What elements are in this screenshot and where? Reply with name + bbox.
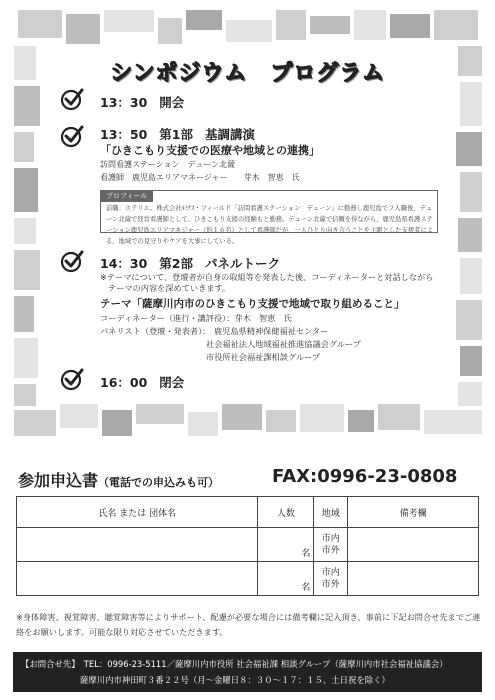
application-heading: 参加申込書 — [18, 471, 99, 490]
area-option-inside[interactable]: 市内 — [321, 533, 340, 544]
panelists-label: パネリスト（登壇・発表者）： — [100, 326, 211, 336]
coordinator: コーディネーター（進行・講評役）：芽木 智恵 氏 — [100, 313, 292, 323]
panelist-2: 社会福祉法人地域福祉推進協議会グループ — [206, 339, 361, 349]
keynote-org: 訪問看護ステーション デューン北薩 — [100, 160, 236, 169]
contact-bar — [13, 652, 482, 692]
item-label: 開会 — [159, 95, 185, 110]
panel-note-1: ※テーマについて、登壇者が自身の取組等を発表した後、コーディネーターと対話しながら — [100, 272, 434, 282]
panel-theme: テーマ「薩摩川内市のひきこもり支援で地域で取り組めること」 — [100, 298, 405, 310]
item-opening — [100, 93, 184, 111]
profile-label: プロフィール — [100, 190, 153, 202]
column-header-area: 地域 — [314, 497, 348, 528]
panelist-1: 鹿児島県精神保健福祉センター — [214, 326, 329, 336]
table-row — [17, 562, 479, 596]
item-keynote — [100, 125, 255, 143]
profile-box — [100, 190, 438, 245]
checkmark-circle-icon — [60, 124, 84, 148]
contact-line-1: 【お問合せ先】 TEL：0996-23-5111／薩摩川内市役所 社会福祉課 相談グループ（薩摩川内市社会福祉協議会） — [21, 659, 448, 669]
fax-number: FAX:0996-23-0808 — [272, 466, 458, 487]
item-time: 16：00 — [100, 375, 148, 390]
count-field[interactable] — [258, 562, 314, 596]
name-field[interactable] — [17, 528, 258, 562]
contact-line-2: 薩摩川内市神田町３番２２号（月～金曜日８：３０～１７：１５、土日祝を除く） — [80, 675, 390, 685]
count-suffix: 名 — [301, 549, 311, 559]
area-choice[interactable] — [314, 528, 348, 562]
column-header-notes: 備考欄 — [348, 497, 479, 528]
panel-note-2: テーマの内容を深めていきます。 — [108, 283, 231, 293]
area-option-inside[interactable]: 市内 — [321, 567, 340, 578]
checkmark-circle-icon — [60, 367, 84, 391]
notes-field[interactable] — [348, 528, 479, 562]
application-form-table — [16, 496, 479, 596]
notes-field[interactable] — [348, 562, 479, 596]
item-time: 14：30 — [100, 256, 148, 271]
program-title: シンポジウム プログラム — [109, 61, 385, 86]
checkmark-circle-icon — [60, 249, 84, 273]
keynote-speaker: 看護師 鹿児島エリアマネージャー 芽木 智恵 氏 — [100, 173, 300, 182]
application-title — [18, 468, 219, 491]
item-label: パネルトーク — [205, 256, 281, 271]
item-time: 13：50 — [100, 127, 148, 142]
area-option-outside[interactable]: 市外 — [321, 545, 340, 556]
application-note: （電話での申込みも可） — [98, 476, 220, 489]
panelist-3: 市役所社会福祉課相談グループ — [206, 352, 320, 362]
column-header-count: 人数 — [258, 497, 314, 528]
item-label: 基調講演 — [205, 127, 256, 142]
profile-text: 前職：ホテリエ。株式会社ﾙﾐﾅｽ・フィールド「訪問看護ステーション デューン」に勤務し鹿児島でフ入職後、デューン北薩で経営看護師として、ひきこもり支援の経験もと勤務。デューン北薩で信頼を得ながら、鹿児島県看護ステーション鹿児島エリアマネジャー（約１６名）として看護師だが、一人ひとり向き合うことを主眼とした支援者による、地域での見守りやケアを大事にしている。 — [106, 205, 434, 245]
area-choice[interactable] — [314, 562, 348, 596]
keynote-title: 「ひきこもり支援での医療や地域との連携」 — [100, 144, 320, 157]
count-field[interactable] — [258, 528, 314, 562]
item-part: 第2部 — [159, 256, 193, 271]
checkmark-circle-icon — [60, 87, 84, 111]
column-header-name: 氏名 または 団体名 — [17, 497, 258, 528]
item-label: 閉会 — [159, 375, 185, 390]
item-time: 13：30 — [100, 95, 148, 110]
count-suffix: 名 — [301, 583, 311, 593]
accessibility-footnote: ※身体障害、視覚障害、聴覚障害等によりサポート、配慮が必要な場合には備考欄に記入頂き、事前に下記お問合せ先までご連絡をお願いします。可能な限り対応させていただきます。 — [16, 612, 481, 637]
item-closing — [100, 373, 184, 391]
item-panel — [100, 254, 280, 272]
area-option-outside[interactable]: 市外 — [321, 579, 340, 590]
name-field[interactable] — [17, 562, 258, 596]
table-header-row — [17, 497, 479, 528]
item-part: 第1部 — [159, 127, 193, 142]
table-row — [17, 528, 479, 562]
